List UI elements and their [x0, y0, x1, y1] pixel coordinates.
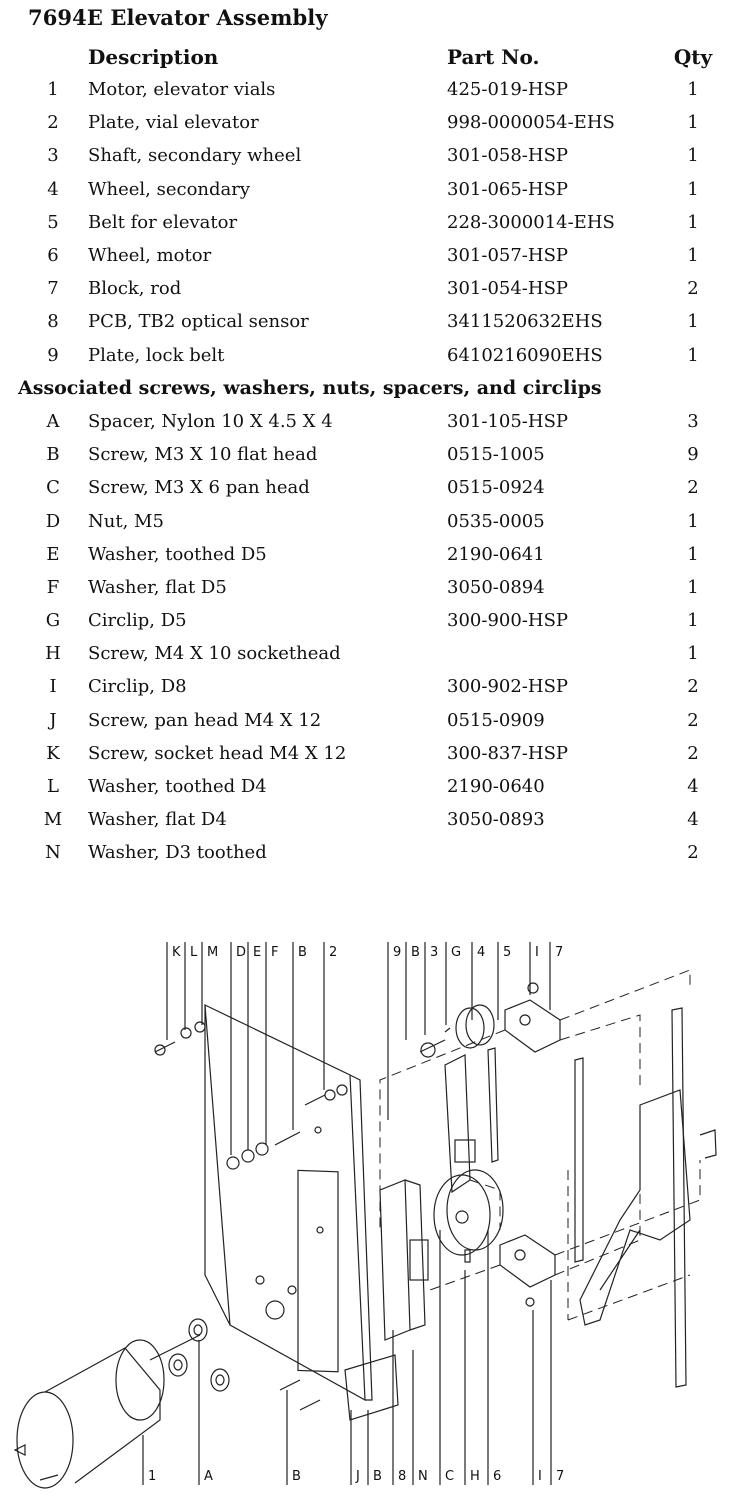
item-description: Screw, pan head M4 X 12	[88, 709, 322, 731]
section-heading-row	[18, 372, 714, 405]
item-description: Washer, flat D5	[88, 576, 227, 598]
item-part-number: 6410216090EHS	[447, 344, 603, 366]
top-callout-label: K	[172, 945, 181, 960]
item-part-number: 301-054-HSP	[447, 278, 569, 300]
item-part-number: 0515-1005	[447, 444, 545, 466]
top-callout-label: D	[236, 945, 247, 960]
item-part-number: 0535-0005	[447, 510, 545, 532]
item-description: Plate, vial elevator	[88, 112, 259, 134]
main-part-row	[18, 305, 714, 338]
item-description: Plate, lock belt	[88, 344, 225, 366]
hardware-part-row	[18, 704, 714, 737]
main-part-row	[18, 239, 714, 272]
hardware-part-row	[18, 571, 714, 604]
top-callout-label: 2	[329, 945, 338, 960]
top-callout-label: I	[535, 945, 539, 960]
hardware-part-row	[18, 504, 714, 537]
item-number: L	[47, 776, 59, 798]
top-callout-label: F	[271, 945, 279, 960]
main-part-row	[18, 139, 714, 172]
main-part-row	[18, 272, 714, 305]
item-number: 3	[47, 145, 59, 167]
top-callout-label: 7	[555, 945, 564, 960]
item-number: 6	[47, 245, 59, 267]
item-description: Belt for elevator	[88, 211, 238, 233]
hardware-part-row	[18, 737, 714, 770]
part-no-column-header: Part No.	[447, 44, 540, 69]
item-number: B	[46, 444, 60, 466]
top-callout-label: G	[451, 945, 462, 960]
item-quantity: 1	[687, 178, 699, 200]
item-part-number: 301-058-HSP	[447, 145, 569, 167]
item-number: E	[46, 543, 60, 565]
item-description: Washer, toothed D4	[88, 776, 267, 798]
item-quantity: 3	[687, 410, 699, 432]
main-parts-body	[18, 73, 714, 372]
item-description: Screw, socket head M4 X 12	[88, 742, 347, 764]
bottom-callout-label: B	[292, 1469, 301, 1484]
item-description: Wheel, secondary	[88, 178, 251, 200]
top-callout-label: B	[298, 945, 307, 960]
item-description: Washer, toothed D5	[88, 543, 267, 565]
item-number: 5	[47, 211, 59, 233]
item-number: C	[46, 477, 60, 499]
item-number: A	[46, 410, 60, 432]
bottom-callout-label: H	[470, 1469, 480, 1484]
item-quantity: 1	[687, 344, 699, 366]
top-callout-label: 9	[393, 945, 402, 960]
section-heading-body	[18, 372, 714, 405]
item-part-number: 301-057-HSP	[447, 245, 569, 267]
vial-rods-and-arm	[575, 1008, 716, 1387]
item-number: K	[46, 742, 60, 764]
item-number: J	[49, 709, 57, 731]
item-quantity: 1	[687, 245, 699, 267]
item-quantity: 4	[687, 809, 699, 831]
item-quantity: 2	[687, 709, 699, 731]
item-part-number: 301-105-HSP	[447, 410, 569, 432]
hardware-part-row	[18, 538, 714, 571]
bottom-callout-label: A	[204, 1469, 213, 1484]
bottom-callout-label: 1	[148, 1469, 157, 1484]
qty-column-header: Qty	[673, 44, 713, 69]
item-description: Screw, M3 X 6 pan head	[88, 477, 310, 499]
hardware-part-row	[18, 405, 714, 438]
item-description: Circlip, D5	[88, 610, 187, 632]
main-part-row	[18, 173, 714, 206]
item-part-number: 301-065-HSP	[447, 178, 569, 200]
description-column-header: Description	[88, 44, 219, 69]
top-callout-label: 4	[477, 945, 486, 960]
bottom-callout-label: 7	[556, 1469, 565, 1484]
bottom-callout-leaders	[143, 1230, 551, 1485]
section-heading: Associated screws, washers, nuts, spacers, and circlips	[18, 377, 602, 400]
item-quantity: 2	[687, 842, 699, 864]
item-number: N	[45, 842, 61, 864]
item-quantity: 1	[687, 311, 699, 333]
parts-table	[18, 40, 714, 870]
top-callout-label: 5	[503, 945, 512, 960]
item-quantity: 1	[687, 510, 699, 532]
item-quantity: 1	[687, 145, 699, 167]
item-description: Circlip, D8	[88, 676, 187, 698]
item-column-header	[18, 40, 88, 73]
item-part-number: 0515-0924	[447, 477, 545, 499]
item-description: Washer, flat D4	[88, 809, 227, 831]
table-header-row	[18, 40, 714, 73]
item-description: Spacer, Nylon 10 X 4.5 X 4	[88, 410, 333, 432]
item-quantity: 2	[687, 742, 699, 764]
item-description: Screw, M4 X 10 sockethead	[88, 643, 341, 665]
hardware-part-row	[18, 770, 714, 803]
item-quantity: 1	[687, 543, 699, 565]
item-part-number: 0515-0909	[447, 709, 545, 731]
item-number: 7	[47, 278, 59, 300]
item-quantity: 1	[687, 211, 699, 233]
main-part-row	[18, 73, 714, 106]
item-part-number: 300-902-HSP	[447, 676, 569, 698]
hardware-part-row	[18, 438, 714, 471]
item-part-number: 2190-0641	[447, 543, 545, 565]
item-number: I	[49, 676, 57, 698]
item-number: G	[45, 610, 61, 632]
item-number: H	[45, 643, 61, 665]
bottom-callout-label: J	[356, 1469, 360, 1484]
item-part-number: 228-3000014-EHS	[447, 211, 615, 233]
vial-elevator-plate	[205, 1005, 372, 1400]
item-description: Motor, elevator vials	[88, 79, 276, 101]
main-part-row	[18, 106, 714, 139]
item-part-number: 3050-0893	[447, 809, 545, 831]
item-description: Shaft, secondary wheel	[88, 145, 302, 167]
item-quantity: 1	[687, 643, 699, 665]
item-quantity: 1	[687, 112, 699, 134]
hardware-part-row	[18, 836, 714, 869]
item-quantity: 4	[687, 776, 699, 798]
item-description: Washer, D3 toothed	[88, 842, 267, 864]
item-part-number	[447, 836, 672, 869]
optical-sensor-pcb	[345, 1180, 428, 1420]
item-part-number: 300-837-HSP	[447, 742, 569, 764]
item-quantity: 1	[687, 79, 699, 101]
motor	[15, 1335, 200, 1488]
top-callout-label: L	[190, 945, 198, 960]
page-title: 7694E Elevator Assembly	[28, 5, 328, 30]
item-number: M	[43, 809, 63, 831]
item-description: Nut, M5	[88, 510, 164, 532]
item-part-number: 425-019-HSP	[447, 79, 569, 101]
item-number: 9	[47, 344, 59, 366]
item-number: 1	[47, 79, 59, 101]
screws-washers-left	[155, 1022, 347, 1410]
hardware-parts-body	[18, 405, 714, 870]
bottom-callout-label: I	[538, 1469, 542, 1484]
item-part-number: 2190-0640	[447, 776, 545, 798]
bottom-callout-labels	[148, 1469, 564, 1484]
hardware-part-row	[18, 803, 714, 836]
item-quantity: 1	[687, 576, 699, 598]
item-number: F	[46, 576, 60, 598]
hardware-part-row	[18, 637, 714, 670]
item-quantity: 1	[687, 610, 699, 632]
top-callout-label: 3	[430, 945, 439, 960]
item-quantity: 2	[687, 278, 699, 300]
bottom-callout-label: 8	[398, 1469, 407, 1484]
item-description: Screw, M3 X 10 flat head	[88, 444, 318, 466]
top-callout-label: M	[207, 945, 219, 960]
top-callout-label: E	[253, 945, 262, 960]
hardware-part-row	[18, 604, 714, 637]
item-quantity: 2	[687, 477, 699, 499]
item-description: PCB, TB2 optical sensor	[88, 311, 309, 333]
main-part-row	[18, 206, 714, 239]
motor-wheel	[434, 1170, 503, 1262]
main-part-row	[18, 339, 714, 372]
item-quantity: 2	[687, 676, 699, 698]
item-part-number: 998-0000054-EHS	[447, 112, 615, 134]
top-callout-label: B	[411, 945, 420, 960]
item-part-number: 3411520632EHS	[447, 311, 603, 333]
item-quantity: 9	[687, 444, 699, 466]
item-number: 2	[47, 112, 59, 134]
hardware-part-row	[18, 471, 714, 504]
item-part-number	[447, 637, 672, 670]
item-number: 4	[47, 178, 59, 200]
item-number: 8	[47, 311, 59, 333]
bottom-callout-label: C	[445, 1469, 455, 1484]
hardware-part-row	[18, 670, 714, 703]
item-description: Block, rod	[88, 278, 182, 300]
bottom-callout-label: N	[418, 1469, 428, 1484]
item-number: D	[45, 510, 61, 532]
exploded-assembly-diagram	[0, 930, 730, 1498]
bottom-callout-label: 6	[493, 1469, 502, 1484]
bottom-callout-label: B	[373, 1469, 382, 1484]
item-part-number: 300-900-HSP	[447, 610, 569, 632]
item-part-number: 3050-0894	[447, 576, 545, 598]
rod-blocks	[500, 983, 560, 1306]
item-description: Wheel, motor	[88, 245, 212, 267]
